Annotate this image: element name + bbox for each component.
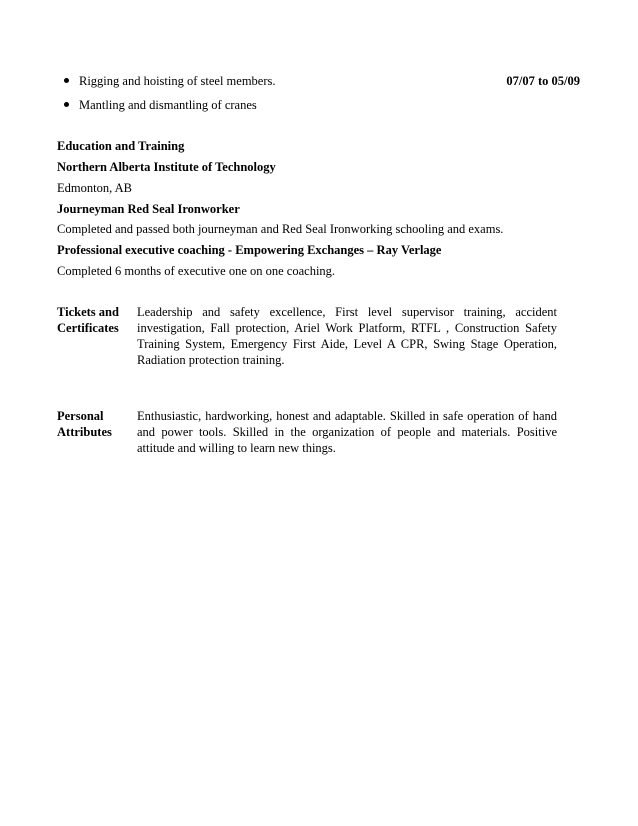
tickets-label-line1: Tickets and (57, 305, 119, 319)
personal-label-line1: Personal (57, 409, 104, 423)
personal-description: Enthusiastic, hardworking, honest and adaptable. Skilled in safe operation of hand and power tools. Skilled in the organization of people and materials. Positive attitude and willing to learn new things. (137, 409, 557, 455)
personal-label (57, 408, 129, 440)
institution-name: Northern Alberta Institute of Technology (57, 160, 276, 174)
experience-bullet (58, 97, 580, 115)
program-title: Journeyman Red Seal Ironworker (57, 202, 240, 216)
personal-label-line2: Attributes (57, 425, 112, 439)
experience-bullet (58, 73, 580, 91)
tickets-description: Leadership and safety excellence, First level supervisor training, accident investigation, Fall protection, Ariel Work Platform, RTFL , Construction Safety Training System, Emergency First Aide, Level A CPR, Swing Stage Operation, Radiation protection training. (137, 305, 557, 367)
institution-location: Edmonton, AB (57, 181, 133, 195)
tickets-label-line2: Certificates (57, 321, 119, 335)
bullet-icon (64, 102, 69, 107)
tickets-label (57, 304, 129, 336)
program-description: Completed and passed both journeyman and Red Seal Ironworking schooling and exams. (57, 222, 504, 236)
education-heading: Education and Training (57, 139, 185, 153)
bullet-text: Mantling and dismantling of cranes (79, 98, 257, 112)
bullet-date: 07/07 to 05/09 (506, 74, 580, 88)
coaching-title: Professional executive coaching - Empowering Exchanges – Ray Verlage (57, 243, 442, 257)
bullet-icon (64, 78, 69, 83)
bullet-text: Rigging and hoisting of steel members. (79, 74, 276, 88)
coaching-description: Completed 6 months of executive one on one coaching. (57, 264, 336, 278)
